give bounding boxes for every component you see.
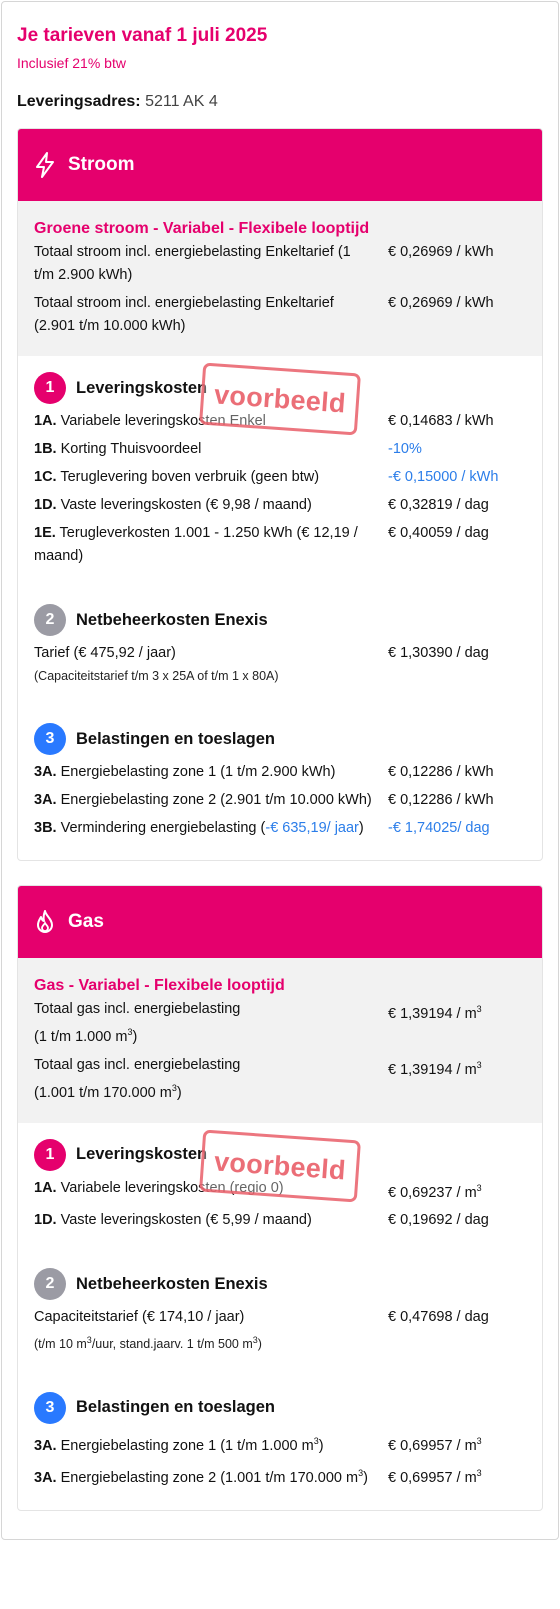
gas-total-range: (1.001 t/m 170.000 m	[34, 1084, 172, 1101]
row-value: € 0,69957 / m	[388, 1437, 477, 1454]
cost-row: 1A. Variabele leveringskosten (regio 0) € $0,69237 / m^3$	[34, 1179, 482, 1201]
section-title: Belastingen en toeslagen	[76, 729, 275, 748]
step-badge-1: 1	[34, 372, 66, 404]
row-value: -€ 0,15000 / kWh	[388, 469, 499, 485]
row-value: € 0,47698 / dag	[388, 1309, 489, 1326]
stroom-product-name: Groene stroom - Variabel - Flexibele looptijd	[34, 220, 370, 237]
row-label: Energiebelasting zone 2 (1.001 t/m 170.000 m	[60, 1470, 359, 1487]
flame-icon	[34, 908, 58, 936]
row-code: 1D.	[34, 497, 57, 513]
row-code: 1E.	[34, 525, 56, 541]
address-label: Leveringsadres:	[17, 93, 141, 110]
row-code: 3A.	[34, 1437, 57, 1454]
cost-row	[34, 761, 526, 784]
stroom-card	[17, 128, 543, 861]
step-badge-3: 3	[34, 1392, 66, 1424]
row-value: € 0,12286 / kWh	[388, 764, 494, 780]
row-value: € 0,40059 / dag	[388, 525, 489, 541]
gas-leveringskosten	[18, 1123, 542, 1253]
delivery-address	[17, 90, 543, 114]
gas-total-range: (1 t/m 1.000 m	[34, 1028, 128, 1045]
tariff-overview	[1, 1, 559, 1540]
step-badge-3: 3	[34, 723, 66, 755]
page-title: Je tarieven vanaf 1 juli 2025	[17, 25, 268, 46]
gas-total-value: € 1,39194 / m	[388, 1005, 477, 1022]
row-value: -10%	[388, 441, 422, 457]
gas-total-row: Totaal gas incl. energiebelasting (1 t/m 1.000 $m^3$) € $1,39194 / m^3$	[34, 1001, 482, 1045]
reduction-amount: -€ 635,19/ jaar	[265, 820, 359, 836]
step-badge-1: 1	[34, 1139, 66, 1171]
stroom-total-label: Totaal stroom incl. energiebelasting Enkeltarief (2.901 t/m 10.000 kWh)	[34, 295, 334, 334]
gas-netbeheerkosten	[18, 1252, 542, 1375]
row-code: 3A.	[34, 792, 57, 808]
lightning-icon	[34, 151, 58, 179]
vat-subtitle: Inclusief 21% btw	[17, 55, 126, 71]
row-code: 1D.	[34, 1212, 57, 1229]
row-value: € 1,30390 / dag	[388, 645, 489, 661]
stroom-leveringskosten	[18, 356, 542, 588]
section-title: Leveringskosten	[76, 378, 208, 397]
row-label: Vaste leveringskosten (€ 9,98 / maand)	[60, 497, 312, 513]
row-label: Vermindering energiebelasting (	[60, 820, 266, 836]
sample-stamp: voorbeeld	[199, 1129, 361, 1202]
section-title: Belastingen en toeslagen	[76, 1398, 275, 1417]
cost-row	[34, 1306, 526, 1329]
row-code: 1A.	[34, 1179, 57, 1196]
address-value: 5211 AK 4	[145, 93, 218, 110]
row-label: Energiebelasting zone 2 (2.901 t/m 10.000 kWh)	[60, 792, 372, 808]
cost-row: 3A. Energiebelasting zone 1 (1 t/m 1.000 $m^3$) € $0,69957 / m^3$	[34, 1435, 482, 1454]
gas-total-row: Totaal gas incl. energiebelasting (1.001 t/m 170.000 $m^3$) € $1,39194 / m^3$	[34, 1056, 482, 1101]
cost-row	[34, 494, 526, 517]
row-code: 3A.	[34, 764, 57, 780]
row-code: 3B.	[34, 820, 57, 836]
cost-row: 3A. Energiebelasting zone 2 (1.001 t/m 170.000 $m^3$) € $0,69957 / m^3$	[34, 1468, 482, 1487]
stroom-product	[18, 201, 542, 356]
row-label: Capaciteitstarief (€ 174,10 / jaar)	[34, 1309, 245, 1326]
stroom-total-value: € 0,26969 / kWh	[388, 244, 494, 260]
cost-row	[34, 1209, 526, 1232]
row-label: Energiebelasting zone 1 (1 t/m 2.900 kWh)	[60, 764, 336, 780]
gas-header	[18, 886, 542, 958]
row-code: 1A.	[34, 413, 57, 429]
row-label: Terugleverkosten 1.001 - 1.250 kWh (€ 12,19 / maand)	[34, 525, 358, 564]
stroom-total-value: € 0,26969 / kWh	[388, 295, 494, 311]
section-title: Leveringskosten	[76, 1145, 208, 1164]
stroom-total-row	[34, 292, 526, 338]
gas-total-label: Totaal gas incl. energiebelasting	[34, 1056, 241, 1073]
row-code: 3A.	[34, 1470, 57, 1487]
row-label: Vaste leveringskosten (€ 5,99 / maand)	[60, 1212, 312, 1229]
row-label: Variabele leveringskosten Enkel	[60, 413, 266, 429]
sample-stamp: voorbeeld	[199, 363, 361, 436]
cost-row	[34, 642, 526, 665]
row-value: € 0,69237 / m	[388, 1184, 477, 1201]
cost-row	[34, 522, 526, 568]
gas-total-value: € 1,39194 / m	[388, 1061, 477, 1078]
row-label: Korting Thuisvoordeel	[60, 441, 202, 457]
cost-row	[34, 466, 526, 489]
capacity-note: (Capaciteitstarief t/m 3 x 25A of t/m 1 x 80A)	[34, 669, 279, 683]
row-value: € 0,32819 / dag	[388, 497, 489, 513]
stroom-total-label: Totaal stroom incl. energiebelasting Enkeltarief (1 t/m 2.900 kWh)	[34, 244, 351, 283]
gas-card	[17, 885, 543, 1511]
row-label: Teruglevering boven verbruik (geen btw)	[60, 469, 320, 485]
gas-belastingen	[18, 1376, 542, 1511]
row-value: -€ 1,74025/ dag	[388, 820, 490, 836]
stroom-total-row	[34, 241, 526, 287]
step-badge-2: 2	[34, 604, 66, 636]
section-title: Netbeheerkosten Enexis	[76, 610, 268, 629]
row-label: Variabele leveringskosten (regio 0)	[60, 1179, 284, 1196]
stroom-header	[18, 129, 542, 201]
stroom-belastingen	[18, 707, 542, 860]
gas-product-name: Gas - Variabel - Flexibele looptijd	[34, 977, 285, 994]
capacity-note: (t/m 10 $m^3$/uur, stand.jaarv. 1 t/m 500 $m^3$)	[34, 1335, 262, 1352]
cost-row	[34, 438, 526, 461]
gas-product	[18, 958, 542, 1123]
step-badge-2: 2	[34, 1268, 66, 1300]
stroom-title: Stroom	[68, 154, 135, 175]
row-label-end: )	[358, 820, 364, 836]
cost-row	[34, 817, 526, 840]
gas-total-label: Totaal gas incl. energiebelasting	[34, 1001, 241, 1017]
row-value: € 0,14683 / kWh	[388, 413, 494, 429]
row-value: € 0,12286 / kWh	[388, 792, 494, 808]
cost-row	[34, 789, 526, 812]
row-code: 1B.	[34, 441, 57, 457]
stroom-netbeheerkosten	[18, 588, 542, 707]
row-value: € 0,69957 / m	[388, 1470, 477, 1487]
section-title: Netbeheerkosten Enexis	[76, 1274, 268, 1293]
row-label: Tarief (€ 475,92 / jaar)	[34, 645, 176, 661]
gas-title: Gas	[68, 911, 104, 932]
row-value: € 0,19692 / dag	[388, 1212, 489, 1229]
row-code: 1C.	[34, 469, 57, 485]
row-label: Energiebelasting zone 1 (1 t/m 1.000 m	[60, 1437, 314, 1454]
